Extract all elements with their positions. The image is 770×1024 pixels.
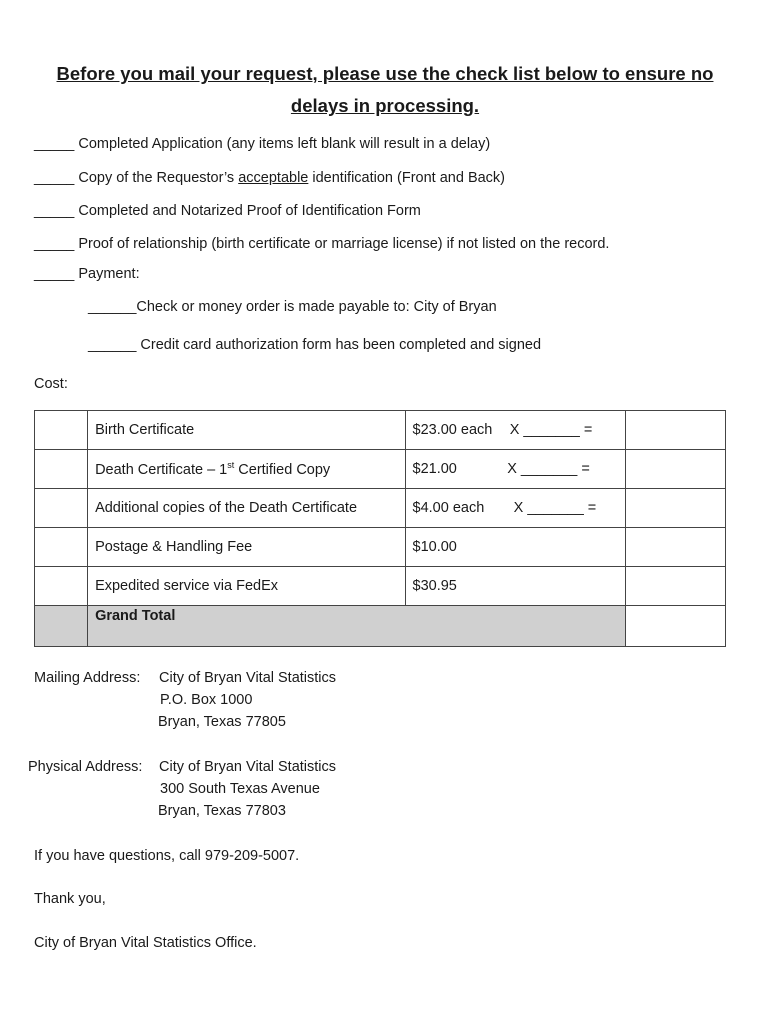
table-row bbox=[35, 411, 726, 450]
cost-label: Cost: bbox=[34, 376, 68, 392]
item-total-cell bbox=[625, 489, 725, 528]
questions-text: If you have questions, call 979-209-5007. bbox=[34, 848, 300, 864]
mailing-address-line: Bryan, Texas 77805 bbox=[158, 714, 286, 730]
item-total-cell bbox=[625, 528, 725, 567]
mailing-address-line: City of Bryan Vital Statistics bbox=[159, 670, 337, 686]
grand-total-cell bbox=[625, 606, 725, 647]
ordinal-suffix: st bbox=[227, 460, 235, 471]
item-name bbox=[88, 450, 405, 489]
signature-text: City of Bryan Vital Statistics Office. bbox=[34, 935, 257, 951]
item-price: $4.00 each bbox=[412, 500, 485, 516]
checklist-item-notarized-form: _____ Completed and Notarized Proof of Identification Form bbox=[34, 203, 421, 219]
grand-total-label: Grand Total bbox=[88, 606, 626, 647]
grand-total-row bbox=[35, 606, 726, 647]
item-price: $21.00 bbox=[412, 461, 457, 477]
table-row bbox=[35, 489, 726, 528]
payment-option-check: ______Check or money order is made payable to: City of Bryan bbox=[88, 299, 497, 315]
item-total-cell bbox=[625, 450, 725, 489]
quantity-blank: X _______ = bbox=[507, 461, 590, 477]
table-cell bbox=[35, 528, 88, 567]
item-price-cell bbox=[405, 489, 625, 528]
item-name: Postage & Handling Fee bbox=[88, 528, 405, 567]
table-row bbox=[35, 450, 726, 489]
item-name: Birth Certificate bbox=[88, 411, 405, 450]
table-cell bbox=[35, 450, 88, 489]
item-price: $23.00 each bbox=[412, 422, 493, 438]
page-heading: Before you mail your request, please use the check list below to ensure no delays in processing. bbox=[56, 63, 714, 116]
identification-text-suffix: identification (Front and Back) bbox=[308, 170, 506, 186]
checklist-item-payment: _____ Payment: bbox=[34, 266, 140, 282]
checklist-item-relationship: _____ Proof of relationship (birth certificate or marriage license) if not listed on the record. bbox=[34, 236, 610, 252]
quantity-blank: X _______ = bbox=[509, 422, 593, 438]
table-row bbox=[35, 567, 726, 606]
item-price-cell bbox=[405, 411, 625, 450]
checklist-item-application: _____ Completed Application (any items left blank will result in a delay) bbox=[34, 136, 491, 152]
table-cell bbox=[35, 489, 88, 528]
item-name-text: Certified Copy bbox=[234, 461, 331, 478]
identification-text-underlined: acceptable bbox=[238, 170, 309, 186]
quantity-blank: X _______ = bbox=[513, 500, 597, 516]
identification-text-prefix: _____ Copy of the Requestor’s bbox=[34, 170, 239, 186]
table-cell bbox=[35, 567, 88, 606]
item-name-text: Death Certificate – 1 bbox=[95, 461, 228, 478]
mailing-address-label: Mailing Address: bbox=[34, 670, 141, 686]
payment-option-credit-card: ______ Credit card authorization form has been completed and signed bbox=[88, 337, 542, 353]
checklist-item-identification bbox=[34, 170, 505, 186]
physical-address-label: Physical Address: bbox=[28, 759, 143, 775]
table-cell bbox=[35, 606, 88, 647]
physical-address-line: City of Bryan Vital Statistics bbox=[159, 759, 337, 775]
item-total-cell bbox=[625, 567, 725, 606]
thanks-text: Thank you, bbox=[34, 891, 106, 907]
item-name: Expedited service via FedEx bbox=[88, 567, 405, 606]
mailing-address-line: P.O. Box 1000 bbox=[160, 692, 253, 708]
physical-address-line: Bryan, Texas 77803 bbox=[158, 803, 286, 819]
item-price: $30.95 bbox=[405, 567, 625, 606]
item-price: $10.00 bbox=[405, 528, 625, 567]
item-name: Additional copies of the Death Certificate bbox=[88, 489, 405, 528]
table-row bbox=[35, 528, 726, 567]
item-total-cell bbox=[625, 411, 725, 450]
item-price-cell bbox=[405, 450, 625, 489]
table-cell bbox=[35, 411, 88, 450]
cost-table bbox=[34, 410, 726, 647]
physical-address-line: 300 South Texas Avenue bbox=[160, 781, 320, 797]
